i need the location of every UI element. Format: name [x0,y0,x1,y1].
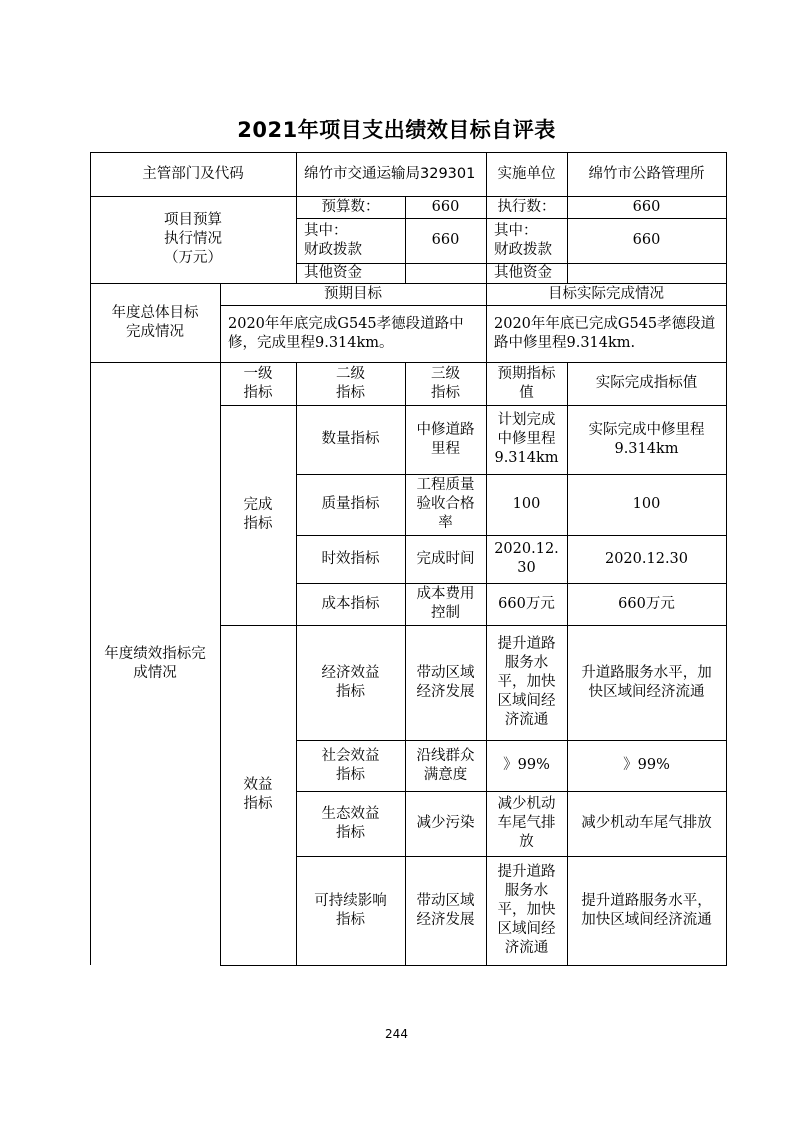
row-expected-line: 放 [519,834,534,850]
among-label [296,218,405,263]
budget-section-label-line: 项目预算 [164,212,222,228]
dept-label [90,152,296,196]
other-label [296,263,405,283]
row-actual-line: 实际完成中修里程 [588,421,705,438]
row-level2 [296,791,405,856]
row-level2 [296,474,405,535]
budget-value-line: 660 [431,198,460,215]
row-level3 [405,625,486,740]
dept-value [296,152,486,196]
other-exec [567,263,726,283]
actual-text [486,305,726,362]
group-name-line: 效益 [243,777,273,793]
row-level2-line: 指标 [336,766,365,783]
row-level3-line: 成本费用 [416,586,475,602]
row-expected-line: 中修里程 [497,431,556,447]
among-label-line: 财政拨款 [304,241,362,258]
col-level1 [220,362,296,405]
among-budget [405,218,486,263]
expected-header-line: 预期目标 [324,285,382,302]
row-expected-line: 9.314km [494,450,559,466]
indicators-section-label-line: 成情况 [133,664,177,681]
row-expected-line: 平，加快 [497,902,556,918]
row-expected-line: 660万元 [498,595,555,612]
row-actual-line: 660万元 [618,595,675,612]
row-expected-line: 服务水 [504,883,549,899]
row-actual [567,405,726,474]
among-exec [567,218,726,263]
budget-label [296,196,405,218]
row-actual [567,535,726,583]
col-level2 [296,362,405,405]
row-level2 [296,740,405,791]
row-level2-line: 质量指标 [321,496,380,512]
row-level2 [296,856,405,965]
group-name-line: 指标 [243,796,273,812]
other-budget [405,263,486,283]
row-expected-line: 区域间经 [497,921,556,937]
col-level3 [405,362,486,405]
row-actual-line: 提升道路服务水平， [581,892,712,909]
row-actual-line: 9.314km [614,440,679,457]
col-level2-line: 指标 [336,384,365,401]
other-label-line: 其他资金 [304,264,362,281]
row-expected-line: 服务水 [504,655,549,671]
impl-value [567,152,726,196]
row-level2 [296,535,405,583]
row-level2-line: 数量指标 [321,431,380,447]
row-level3-line: 带动区域 [416,664,475,681]
row-expected [486,405,567,474]
row-level3-line: 完成时间 [416,550,475,567]
budget-label-line: 预算数： [321,198,380,215]
among-exec-label [486,218,567,263]
row-level3-line: 率 [438,515,453,531]
among-exec-label-line: 财政拨款 [494,241,552,258]
row-expected [486,583,567,625]
row-level3-line: 控制 [431,605,460,621]
row-expected-line: 提升道路 [497,636,556,652]
exec-label-line: 执行数： [497,198,556,215]
row-level2 [296,625,405,740]
row-level3 [405,583,486,625]
impl-label-line: 实施单位 [497,165,556,182]
row-level3 [405,474,486,535]
row-level2-line: 指标 [336,911,365,928]
row-level3 [405,535,486,583]
col-actual [567,362,726,405]
budget-section-label [90,196,296,283]
group-name [220,405,296,625]
row-expected-line: 平，加快 [497,674,556,690]
row-level3 [405,856,486,965]
row-expected-line: 提升道路 [497,864,556,880]
row-actual [567,583,726,625]
col-expected [486,362,567,405]
row-actual-line: 快区域间经济流通 [588,683,705,700]
row-expected-line: 100 [512,496,541,512]
col-level3-line: 指标 [431,384,460,401]
row-level3-line: 带动区域 [416,892,475,909]
row-expected-line: 2020.12. [494,541,559,557]
actual-text-line: 2020年年底已完成G545孝德段道路中修里程9.314km. [494,315,716,351]
budget-value [405,196,486,218]
row-level3-line: 经济发展 [416,911,475,928]
row-level3-line: 工程质量 [416,477,475,493]
dept-value-line: 绵竹市交通运输局329301 [304,165,476,182]
budget-section-label-line: （万元） [164,250,222,266]
row-level3 [405,405,486,474]
col-expected-line: 预期指标 [497,365,556,382]
col-level2-line: 二级 [336,365,365,382]
row-level3 [405,740,486,791]
expected-header [220,283,486,305]
impl-value-line: 绵竹市公路管理所 [588,165,705,182]
row-expected-line: 计划完成 [497,412,556,428]
annual-section-label [90,283,220,362]
row-level2-line: 时效指标 [321,550,380,567]
page-title: 2021年项目支出绩效目标自评表 [237,118,556,142]
col-expected-line: 值 [519,384,534,401]
col-actual-line: 实际完成指标值 [595,375,698,391]
actual-header-line: 目标实际完成情况 [548,285,664,302]
row-expected [486,791,567,856]
row-actual [567,474,726,535]
row-actual-line: 加快区域间经济流通 [581,911,712,928]
other-exec-label [486,263,567,283]
row-level2-line: 指标 [336,683,365,700]
among-exec-label-line: 其中： [494,222,538,239]
row-actual [567,791,726,856]
row-level2-line: 生态效益 [321,805,380,822]
row-level2-line: 指标 [336,824,365,841]
row-actual-line: 减少机动车尾气排放 [581,815,712,831]
row-actual [567,625,726,740]
col-level3-line: 三级 [431,365,460,382]
among-exec-line: 660 [632,232,661,248]
row-level3-line: 沿线群众 [416,747,475,764]
row-level3-line: 中修道路 [416,421,475,438]
row-actual-line: 2020.12.30 [604,550,689,567]
row-expected-line: 济流通 [504,940,549,956]
actual-header [486,283,726,305]
row-level3-line: 里程 [431,440,460,457]
row-level2-line: 可持续影响 [314,892,387,909]
among-budget-line: 660 [431,232,460,248]
row-level2-line: 社会效益 [321,747,380,764]
row-level3-line: 验收合格 [416,496,475,512]
page-number: 244 [385,1027,408,1041]
row-expected-line: 30 [517,560,536,576]
row-actual [567,856,726,965]
row-expected-line: 减少机动 [497,796,556,812]
row-level2 [296,583,405,625]
group-name-line: 完成 [243,497,273,513]
col-level1-line: 一级 [243,365,273,382]
row-expected-line: 济流通 [504,712,549,728]
group-name [220,625,296,965]
row-level3-line: 经济发展 [416,683,475,700]
annual-section-label-line: 完成情况 [126,323,184,340]
row-expected [486,535,567,583]
exec-value-line: 660 [632,198,661,215]
group-name-line: 指标 [243,516,273,532]
row-actual-line: 升道路服务水平，加 [581,664,712,681]
row-level3-line: 减少污染 [416,815,475,831]
budget-section-label-line: 执行情况 [164,231,222,247]
other-exec-label-line: 其他资金 [494,264,552,281]
indicators-section-label-line: 年度绩效指标完 [104,645,206,662]
among-label-line: 其中： [304,222,348,239]
expected-text [220,305,486,362]
row-actual-line: 》99% [623,757,670,773]
row-expected-line: 车尾气排 [497,815,556,831]
dept-label-line: 主管部门及代码 [142,165,244,182]
row-level2-line: 经济效益 [321,664,380,681]
row-expected-line: 区域间经 [497,693,556,709]
row-expected [486,474,567,535]
row-actual [567,740,726,791]
impl-label [486,152,567,196]
expected-text-line: 2020年年底完成G545孝德段道路中修，完成里程9.314km。 [228,315,464,351]
col-level1-line: 指标 [243,384,273,401]
row-level3 [405,791,486,856]
row-level3-line: 满意度 [423,766,468,783]
row-level2 [296,405,405,474]
row-expected-line: 》99% [503,757,550,773]
row-expected [486,856,567,965]
row-level2-line: 成本指标 [321,595,380,612]
row-actual-line: 100 [632,496,661,512]
row-expected [486,625,567,740]
annual-section-label-line: 年度总体目标 [111,304,199,321]
exec-value [567,196,726,218]
exec-label [486,196,567,218]
indicators-section-label [90,362,220,965]
row-expected [486,740,567,791]
